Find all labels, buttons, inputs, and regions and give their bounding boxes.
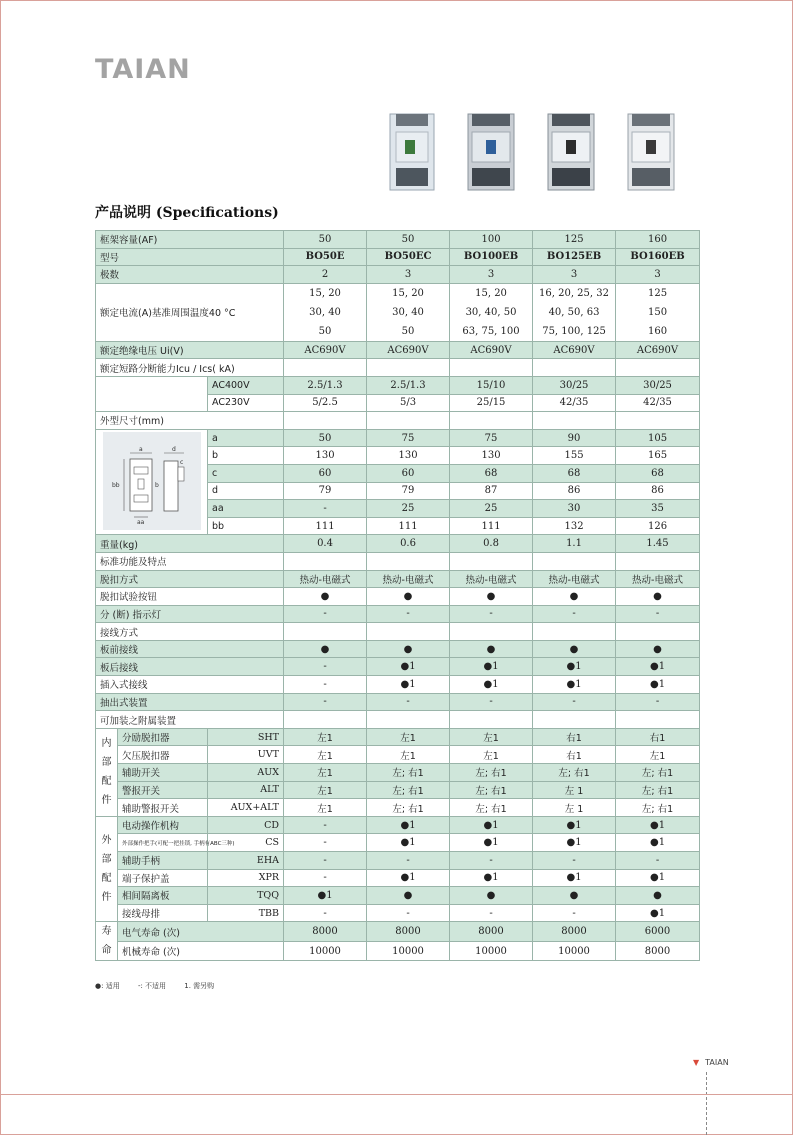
row-dim-bb: bb 111 111 111 132 126 <box>96 517 700 535</box>
row-accessories-header: 可加装之附属装置 <box>96 711 700 729</box>
row-plugin-wiring: 插入式接线 - ●1 ●1 ●1 ●1 <box>96 676 700 694</box>
legend-footnote <box>95 981 230 991</box>
row-std-func-header: 标准功能及特点 <box>96 552 700 570</box>
group-life: 寿 命 <box>96 922 118 961</box>
product-photo-bo100eb <box>546 110 598 192</box>
row-rear-wiring: 板后接线 - ●1 ●1 ●1 ●1 <box>96 658 700 676</box>
row-drawout: 抽出式装置 - - - - - <box>96 693 700 711</box>
svg-text:aa: aa <box>136 518 144 526</box>
row-trip: 脱扣方式 热动-电磁式 热动-电磁式 热动-电磁式 热动-电磁式 热动-电磁式 <box>96 570 700 588</box>
product-photo-bo50ec <box>466 110 518 192</box>
brand-logo: TAIAN <box>95 54 191 85</box>
row-dim-a: a bb b aa c d a 50 75 75 90 105 <box>96 429 700 447</box>
section-title: 产品说明 (Specifications) <box>95 205 279 221</box>
row-uvt: 欠压脱扣器 UVT 左1 左1 左1 右1 左1 <box>96 746 700 764</box>
spec-table <box>95 230 700 961</box>
dimension-drawing <box>96 429 208 535</box>
row-aux-alt: 辅助警报开关 AUX+ALT 左1 左; 右1 左; 右1 左 1 左; 右1 <box>96 799 700 817</box>
row-aux-handle: 辅助手柄 EHA - - - - - <box>96 852 700 870</box>
group-internal: 内 部 配 件 <box>96 728 118 816</box>
row-front-wiring: 板前接线 ● ● ● ● ● <box>96 640 700 658</box>
row-weight: 重量(kg) 0.4 0.6 0.8 1.1 1.45 <box>96 535 700 553</box>
row-insulation: 额定绝缘电压 Ui(V) AC690V AC690V AC690V AC690V AC690V <box>96 341 700 359</box>
svg-text:d: d <box>171 445 176 453</box>
row-ext-handle: 外部操作把手(可配一把挂锁, 手柄有ABC三种) CS - ●1 ●1 ●1 ●1 <box>96 834 700 852</box>
row-shunt: 内 部 配 件 分励脱扣器 SHT 左1 左1 左1 右1 右1 <box>96 728 700 746</box>
product-photo-bo50e <box>388 110 440 192</box>
row-poles: 极数 2 3 3 3 3 <box>96 266 700 284</box>
row-terminal-cover: 端子保护盖 XPR - ●1 ●1 ●1 ●1 <box>96 869 700 887</box>
legend-applicable: ●: 适用 <box>95 982 120 990</box>
row-motor: 外 部 配 件 电动操作机构 CD - ●1 ●1 ●1 ●1 <box>96 816 700 834</box>
row-current: 额定电流(A)基准周围温度40 °C 15, 20 30, 40 50 15, 20 30, 40 50 15, 20 30, 40, 50 63, 75, 100 16, 20, 25, 32 40, 50, 63 75, 100, 125 125 150 160 <box>96 283 700 341</box>
row-ac400: AC400V 2.5/1.3 2.5/1.3 15/10 30/25 30/25 <box>96 376 700 394</box>
standards-label <box>96 376 208 411</box>
svg-text:a: a <box>138 445 143 453</box>
group-external: 外 部 配 件 <box>96 816 118 922</box>
row-dim-c: c 60 60 68 68 68 <box>96 464 700 482</box>
row-test-button: 脱扣试验按钮 ● ● ● ● ● <box>96 588 700 606</box>
row-model: 型号 BO50E BO50EC BO100EB BO125EB BO160EB <box>96 248 700 266</box>
page-brand: TAIAN <box>705 1058 729 1067</box>
row-barrier: 相间隔离板 TQQ ●1 ● ● ● ● <box>96 887 700 905</box>
svg-text:bb: bb <box>111 481 120 489</box>
svg-text:b: b <box>154 481 159 489</box>
svg-text:c: c <box>179 458 183 466</box>
row-dim-d: d 79 79 87 86 86 <box>96 482 700 500</box>
page-bottom-line <box>0 1094 793 1095</box>
dimension-diagram-icon <box>102 431 202 531</box>
legend-note-1: 1. 需另购 <box>184 982 215 990</box>
dashed-divider <box>706 1072 707 1135</box>
product-photos <box>384 110 684 195</box>
product-photo-bo160eb <box>626 110 678 192</box>
row-busbar: 接线母排 TBB - - - - ●1 <box>96 904 700 922</box>
row-breaking-header: 额定短路分断能力Icu / Ics( kA) <box>96 359 700 377</box>
row-dims-header: 外型尺寸(mm) <box>96 412 700 430</box>
page-brand-mark <box>693 1058 729 1067</box>
page-marker-icon: ▼ <box>693 1058 700 1067</box>
row-alt: 警报开关 ALT 左1 左; 右1 左; 右1 左 1 左; 右1 <box>96 781 700 799</box>
row-mech-life: 机械寿命 (次) 10000 10000 10000 10000 8000 <box>96 941 700 961</box>
row-elec-life: 寿 命 电气寿命 (次) 8000 8000 8000 8000 6000 <box>96 922 700 942</box>
row-indicator: 分 (断) 指示灯 - - - - - <box>96 605 700 623</box>
row-ac230: AC230V 5/2.5 5/3 25/15 42/35 42/35 <box>96 394 700 412</box>
legend-not-applicable: -: 不适用 <box>137 982 167 990</box>
row-aux: 辅助开关 AUX 左1 左; 右1 左; 右1 左; 右1 左; 右1 <box>96 764 700 782</box>
row-dim-b: b 130 130 130 155 165 <box>96 447 700 465</box>
row-wiring-header: 接线方式 <box>96 623 700 641</box>
row-dim-aa: aa - 25 25 30 35 <box>96 500 700 518</box>
row-frame: 框架容量(AF) 50 50 100 125 160 <box>96 231 700 249</box>
